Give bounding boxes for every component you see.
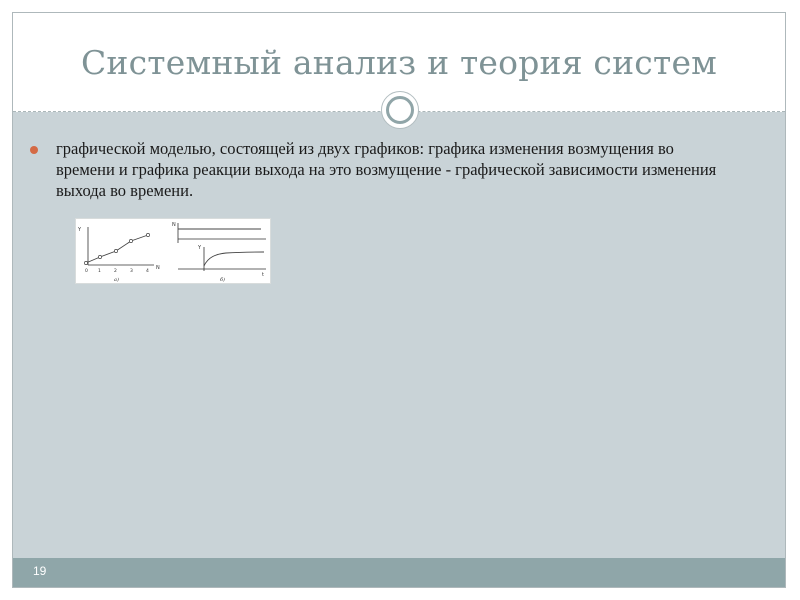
slide-title: Системный анализ и теория систем — [80, 43, 718, 82]
page-number: 19 — [33, 564, 47, 578]
response-curve — [204, 252, 264, 266]
left-plot — [77, 227, 160, 283]
bullet-dot-icon — [30, 146, 38, 154]
left-point — [114, 249, 117, 252]
left-tick: 2 — [114, 269, 117, 274]
right-xlabel: t — [262, 272, 264, 278]
graph-figure — [75, 218, 271, 284]
right-caption: б) — [220, 277, 226, 283]
left-point — [84, 261, 87, 264]
left-point — [98, 255, 101, 258]
left-tick: 0 — [85, 269, 88, 274]
left-point — [129, 239, 132, 242]
left-point — [146, 233, 149, 236]
right-top-label: N — [172, 222, 176, 228]
left-tick: 4 — [146, 269, 149, 274]
left-xlabel: N — [156, 265, 160, 271]
left-caption: а) — [114, 277, 119, 283]
left-tick: 1 — [98, 269, 101, 274]
right-plot — [172, 222, 266, 283]
bullet-text: графической моделью, состоящей из двух графиков: графика изменения возмущения во времени и графика реакции выхода на это возмущение - графической зависимости изменения выхода во времени. — [56, 139, 717, 200]
graph-figure-svg — [76, 219, 270, 283]
left-tick: 3 — [130, 269, 133, 274]
right-bottom-label: Y — [198, 245, 202, 251]
circle-ornament-icon — [381, 91, 419, 129]
ornament-ring — [386, 96, 414, 124]
left-ylabel: Y — [78, 227, 82, 233]
left-curve — [86, 235, 148, 263]
footer-bar — [13, 558, 785, 587]
